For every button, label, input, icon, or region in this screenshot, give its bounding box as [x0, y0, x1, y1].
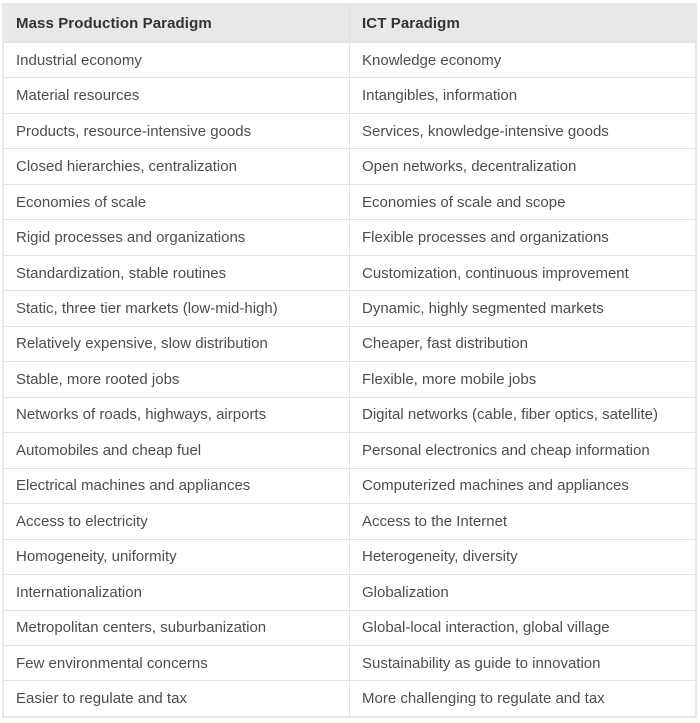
table-cell: Material resources: [3, 78, 350, 113]
table-cell: Flexible processes and organizations: [350, 220, 697, 255]
table-body: [3, 43, 696, 718]
table-row: [3, 504, 696, 539]
table-row: [3, 255, 696, 290]
table-row: [3, 433, 696, 468]
table-cell: Electrical machines and appliances: [3, 468, 350, 503]
table-cell: Heterogeneity, diversity: [350, 539, 697, 574]
table-row: [3, 610, 696, 645]
table-cell: Metropolitan centers, suburbanization: [3, 610, 350, 645]
table-cell: Automobiles and cheap fuel: [3, 433, 350, 468]
table-row: [3, 645, 696, 680]
table-row: [3, 681, 696, 717]
table-cell: Open networks, decentralization: [350, 149, 697, 184]
table-row: [3, 397, 696, 432]
table-cell: Industrial economy: [3, 43, 350, 78]
table-row: [3, 220, 696, 255]
table-row: [3, 78, 696, 113]
table-cell: Internationalization: [3, 575, 350, 610]
paradigm-comparison-table: [2, 3, 697, 718]
column-header-mass-production-paradigm: Mass Production Paradigm: [3, 4, 350, 43]
table-cell: More challenging to regulate and tax: [350, 681, 697, 717]
table-cell: Global-local interaction, global village: [350, 610, 697, 645]
table-row: [3, 575, 696, 610]
table-row: [3, 43, 696, 78]
table-cell: Homogeneity, uniformity: [3, 539, 350, 574]
table-cell: Sustainability as guide to innovation: [350, 645, 697, 680]
table-row: [3, 468, 696, 503]
table-cell: Personal electronics and cheap information: [350, 433, 697, 468]
table-cell: Knowledge economy: [350, 43, 697, 78]
table-cell: Cheaper, fast distribution: [350, 326, 697, 361]
table-cell: Digital networks (cable, fiber optics, satellite): [350, 397, 697, 432]
table-cell: Computerized machines and appliances: [350, 468, 697, 503]
table-row: [3, 184, 696, 219]
table-row: [3, 326, 696, 361]
table-cell: Closed hierarchies, centralization: [3, 149, 350, 184]
table-cell: Access to electricity: [3, 504, 350, 539]
table-cell: Services, knowledge-intensive goods: [350, 113, 697, 148]
table-row: [3, 149, 696, 184]
table-cell: Standardization, stable routines: [3, 255, 350, 290]
table-cell: Few environmental concerns: [3, 645, 350, 680]
table-row: [3, 291, 696, 326]
table-row: [3, 539, 696, 574]
table-cell: Networks of roads, highways, airports: [3, 397, 350, 432]
table-cell: Static, three tier markets (low-mid-high): [3, 291, 350, 326]
table-cell: Stable, more rooted jobs: [3, 362, 350, 397]
table-cell: Economies of scale and scope: [350, 184, 697, 219]
table-cell: Access to the Internet: [350, 504, 697, 539]
table-cell: Globalization: [350, 575, 697, 610]
table-cell: Easier to regulate and tax: [3, 681, 350, 717]
table-cell: Dynamic, highly segmented markets: [350, 291, 697, 326]
table-cell: Products, resource-intensive goods: [3, 113, 350, 148]
table-cell: Flexible, more mobile jobs: [350, 362, 697, 397]
table-cell: Economies of scale: [3, 184, 350, 219]
column-header-ict-paradigm: ICT Paradigm: [350, 4, 697, 43]
table-cell: Intangibles, information: [350, 78, 697, 113]
table-cell: Rigid processes and organizations: [3, 220, 350, 255]
table-row: [3, 362, 696, 397]
table-row: [3, 113, 696, 148]
table-cell: Customization, continuous improvement: [350, 255, 697, 290]
table-cell: Relatively expensive, slow distribution: [3, 326, 350, 361]
table-header-row: [3, 4, 696, 43]
